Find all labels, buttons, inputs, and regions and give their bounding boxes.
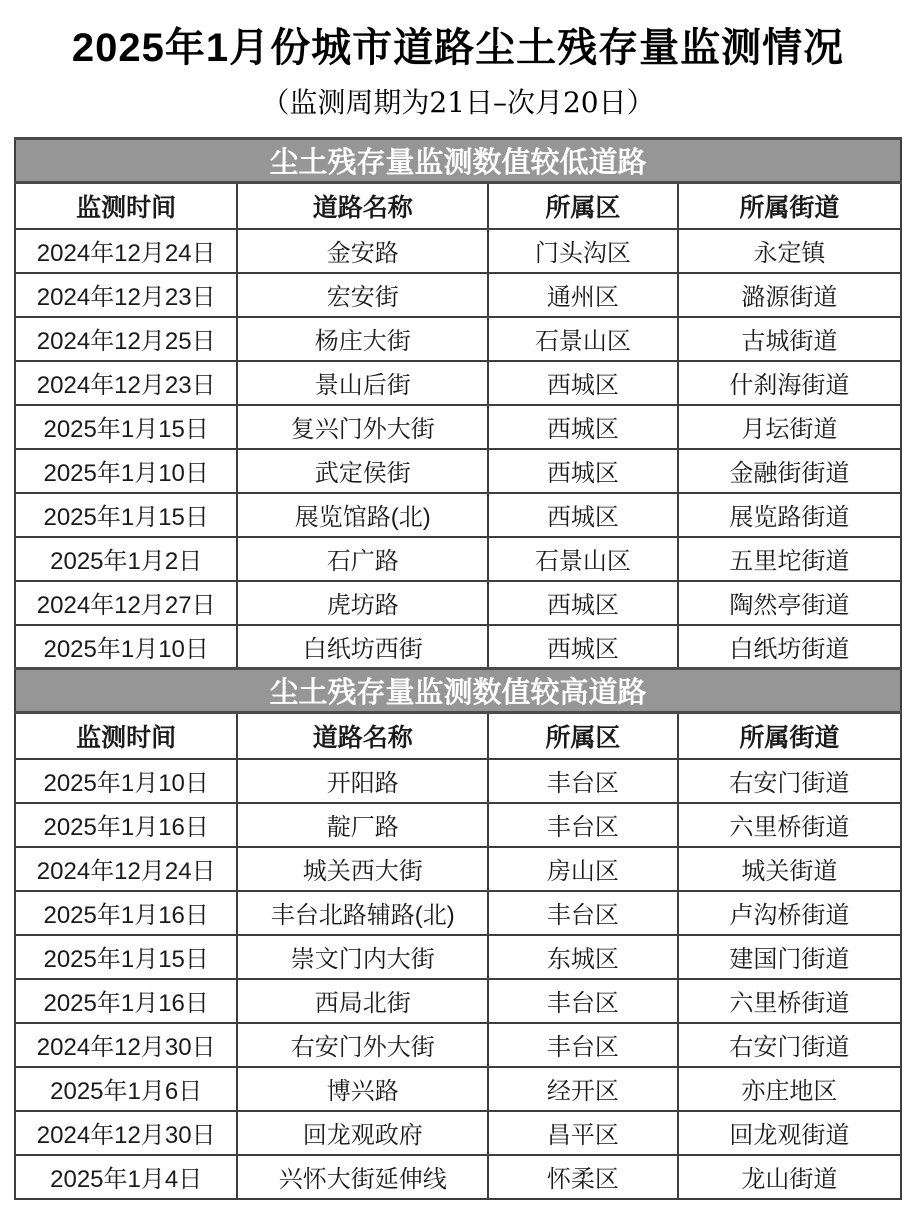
- cell-road-name: 复兴门外大街: [237, 405, 488, 449]
- cell-road-name: 兴怀大街延伸线: [237, 1155, 488, 1199]
- cell-district: 西城区: [488, 449, 678, 493]
- column-header-road: 道路名称: [237, 183, 488, 229]
- cell-street: 什刹海街道: [678, 361, 901, 405]
- cell-street: 卢沟桥街道: [678, 891, 901, 935]
- cell-date: 2025年1月15日: [15, 935, 237, 979]
- cell-date: 2025年1月10日: [15, 759, 237, 803]
- table-row: [15, 1111, 901, 1155]
- cell-district: 西城区: [488, 493, 678, 537]
- table-row: [15, 361, 901, 405]
- cell-street: 右安门街道: [678, 759, 901, 803]
- column-header-street: 所属街道: [678, 183, 901, 229]
- table-row: [15, 847, 901, 891]
- cell-road-name: 崇文门内大街: [237, 935, 488, 979]
- cell-date: 2025年1月16日: [15, 979, 237, 1023]
- table-row: [15, 581, 901, 625]
- cell-street: 城关街道: [678, 847, 901, 891]
- cell-road-name: 开阳路: [237, 759, 488, 803]
- table-row: [15, 449, 901, 493]
- cell-district: 丰台区: [488, 1023, 678, 1067]
- column-header-district: 所属区: [488, 713, 678, 759]
- cell-district: 丰台区: [488, 803, 678, 847]
- table-row: [15, 891, 901, 935]
- table-row: [15, 935, 901, 979]
- cell-date: 2024年12月27日: [15, 581, 237, 625]
- cell-road-name: 石广路: [237, 537, 488, 581]
- table-row: [15, 405, 901, 449]
- cell-district: 门头沟区: [488, 229, 678, 273]
- column-header-street: 所属街道: [678, 713, 901, 759]
- table-row: [15, 759, 901, 803]
- cell-street: 金融街街道: [678, 449, 901, 493]
- column-header-date: 监测时间: [15, 713, 237, 759]
- cell-date: 2025年1月16日: [15, 803, 237, 847]
- table-row: [15, 979, 901, 1023]
- column-header-district: 所属区: [488, 183, 678, 229]
- page-title: 2025年1月份城市道路尘土残存量监测情况: [71, 26, 845, 70]
- cell-road-name: 白纸坊西街: [237, 625, 488, 669]
- column-header-row: [15, 183, 901, 229]
- cell-date: 2024年12月23日: [15, 361, 237, 405]
- cell-district: 昌平区: [488, 1111, 678, 1155]
- dust-monitoring-table: [14, 137, 902, 1200]
- table-row: [15, 1067, 901, 1111]
- table-row: [15, 317, 901, 361]
- cell-date: 2024年12月24日: [15, 847, 237, 891]
- cell-street: 潞源街道: [678, 273, 901, 317]
- section-header-high-values: [15, 669, 901, 713]
- cell-date: 2024年12月23日: [15, 273, 237, 317]
- cell-district: 西城区: [488, 361, 678, 405]
- cell-date: 2025年1月15日: [15, 493, 237, 537]
- cell-date: 2024年12月30日: [15, 1111, 237, 1155]
- cell-district: 丰台区: [488, 979, 678, 1023]
- cell-date: 2024年12月25日: [15, 317, 237, 361]
- cell-district: 石景山区: [488, 317, 678, 361]
- cell-date: 2025年1月6日: [15, 1067, 237, 1111]
- cell-road-name: 西局北街: [237, 979, 488, 1023]
- cell-road-name: 金安路: [237, 229, 488, 273]
- section-title: 尘土残存量监测数值较高道路: [15, 669, 901, 713]
- cell-street: 展览路街道: [678, 493, 901, 537]
- cell-district: 经开区: [488, 1067, 678, 1111]
- cell-road-name: 靛厂路: [237, 803, 488, 847]
- table-row: [15, 229, 901, 273]
- cell-district: 西城区: [488, 581, 678, 625]
- cell-district: 东城区: [488, 935, 678, 979]
- cell-road-name: 武定侯街: [237, 449, 488, 493]
- cell-street: 六里桥街道: [678, 803, 901, 847]
- cell-street: 五里坨街道: [678, 537, 901, 581]
- cell-date: 2025年1月2日: [15, 537, 237, 581]
- cell-district: 通州区: [488, 273, 678, 317]
- cell-date: 2025年1月4日: [15, 1155, 237, 1199]
- cell-district: 西城区: [488, 625, 678, 669]
- cell-road-name: 杨庄大街: [237, 317, 488, 361]
- table-row: [15, 493, 901, 537]
- table-row: [15, 803, 901, 847]
- cell-date: 2024年12月30日: [15, 1023, 237, 1067]
- table-row: [15, 1155, 901, 1199]
- table-body-low-values: [15, 229, 901, 669]
- table-body-high-values: [15, 759, 901, 1199]
- cell-road-name: 景山后街: [237, 361, 488, 405]
- section-title: 尘土残存量监测数值较低道路: [15, 139, 901, 183]
- cell-street: 永定镇: [678, 229, 901, 273]
- cell-district: 西城区: [488, 405, 678, 449]
- table-row: [15, 1023, 901, 1067]
- cell-district: 石景山区: [488, 537, 678, 581]
- cell-date: 2025年1月15日: [15, 405, 237, 449]
- cell-district: 房山区: [488, 847, 678, 891]
- column-header-row: [15, 713, 901, 759]
- cell-street: 右安门街道: [678, 1023, 901, 1067]
- cell-street: 亦庄地区: [678, 1067, 901, 1111]
- cell-street: 六里桥街道: [678, 979, 901, 1023]
- table-row: [15, 625, 901, 669]
- column-header-date: 监测时间: [15, 183, 237, 229]
- cell-street: 回龙观街道: [678, 1111, 901, 1155]
- cell-road-name: 回龙观政府: [237, 1111, 488, 1155]
- cell-road-name: 虎坊路: [237, 581, 488, 625]
- cell-date: 2024年12月24日: [15, 229, 237, 273]
- cell-road-name: 右安门外大街: [237, 1023, 488, 1067]
- column-header-road: 道路名称: [237, 713, 488, 759]
- cell-road-name: 城关西大街: [237, 847, 488, 891]
- cell-street: 月坛街道: [678, 405, 901, 449]
- cell-road-name: 展览馆路(北): [237, 493, 488, 537]
- table-row: [15, 273, 901, 317]
- cell-date: 2025年1月10日: [15, 449, 237, 493]
- section-header-low-values: [15, 139, 901, 183]
- cell-road-name: 丰台北路辅路(北): [237, 891, 488, 935]
- cell-road-name: 宏安街: [237, 273, 488, 317]
- cell-street: 白纸坊街道: [678, 625, 901, 669]
- cell-date: 2025年1月10日: [15, 625, 237, 669]
- cell-street: 古城街道: [678, 317, 901, 361]
- cell-street: 建国门街道: [678, 935, 901, 979]
- cell-street: 龙山街道: [678, 1155, 901, 1199]
- cell-district: 丰台区: [488, 891, 678, 935]
- cell-district: 丰台区: [488, 759, 678, 803]
- cell-road-name: 博兴路: [237, 1067, 488, 1111]
- table-row: [15, 537, 901, 581]
- cell-date: 2025年1月16日: [15, 891, 237, 935]
- cell-street: 陶然亭街道: [678, 581, 901, 625]
- page-subtitle: （监测周期为21日–次月20日）: [261, 86, 655, 119]
- cell-district: 怀柔区: [488, 1155, 678, 1199]
